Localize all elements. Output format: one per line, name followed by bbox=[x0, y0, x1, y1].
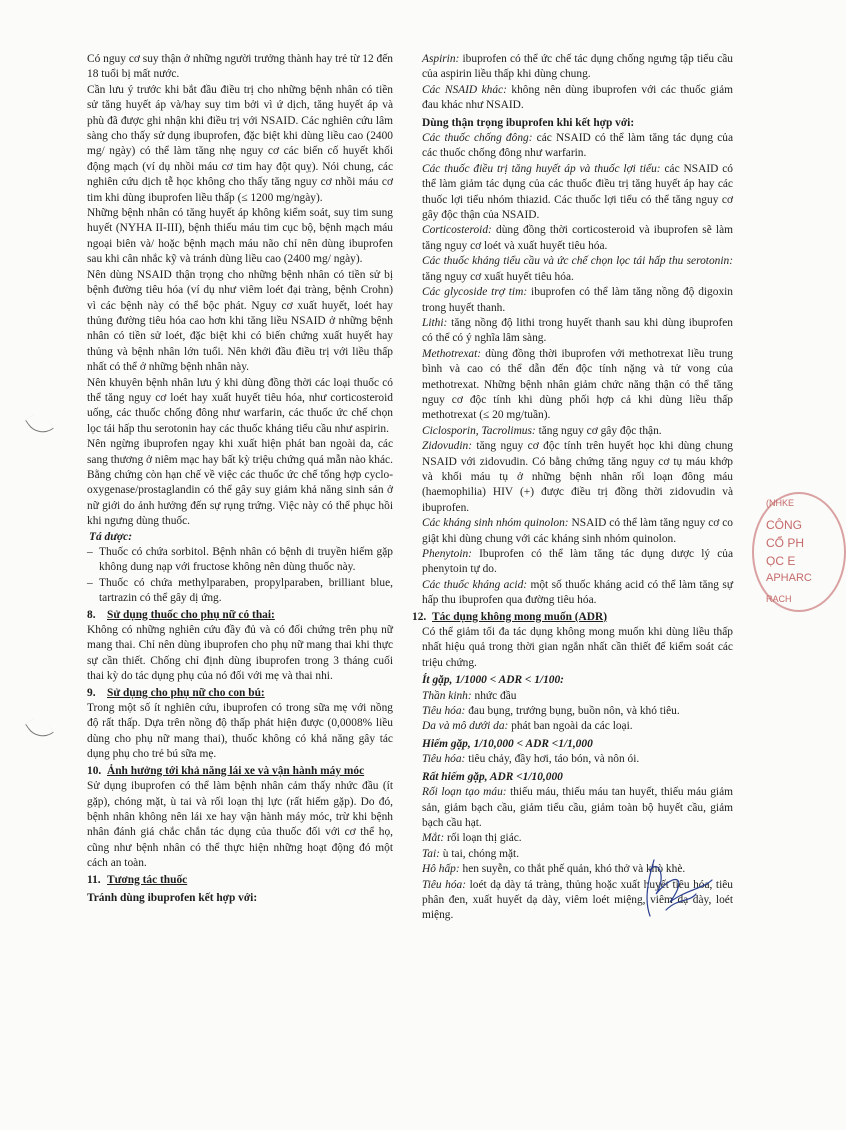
adr-rare-gi-text: tiêu chảy, đầy hơi, táo bón, và nôn ói. bbox=[465, 753, 640, 766]
interaction-quinolone bbox=[422, 516, 733, 547]
section-10-heading bbox=[87, 764, 393, 779]
interaction-anticoagulant bbox=[422, 131, 733, 162]
avoid-combination-heading: Tránh dùng ibuprofen kết hợp với: bbox=[87, 891, 258, 904]
signature bbox=[626, 850, 716, 920]
interaction-antacid-text: một số thuốc kháng acid có thể làm tăng sự hấp thu ibuprofen qua đường tiêu hóa. bbox=[422, 578, 733, 607]
interaction-phenytoin-label: Phenytoin: bbox=[422, 548, 472, 560]
adr-very-rare-ear-label: Tai: bbox=[422, 847, 440, 860]
interaction-glycoside-label: Các glycoside trợ tim: bbox=[422, 286, 528, 299]
section-11-number: 11. bbox=[87, 873, 101, 886]
stamp-line: CÔNG bbox=[766, 518, 802, 532]
interaction-anticoagulant-label: Các thuốc chống đông: bbox=[422, 132, 533, 145]
interaction-ssri-text: tăng nguy cơ xuất huyết tiêu hóa. bbox=[422, 270, 574, 283]
section-9-number: 9. bbox=[87, 686, 96, 699]
interaction-glycoside bbox=[422, 285, 733, 316]
section-8-text: Không có những nghiên cứu đầy đủ và có đối chứng trên phụ nữ mang thai. Chỉ nên dùng ibuprofen cho phụ nữ mang thai khi thực sự cần thiết. Chống chỉ định dùng ibuprofen trong 3 tháng cuối thai kỳ do tác dụng phụ của nó đối với mẹ và thai nhi. bbox=[87, 624, 393, 683]
adr-uncommon-neuro-label: Thần kinh: bbox=[422, 689, 472, 702]
rare-heading: Hiếm gặp, 1/10,000 < ADR <1/1,000 bbox=[422, 737, 593, 750]
interaction-ssri bbox=[422, 254, 733, 285]
adr-very-rare-eye-label: Mắt: bbox=[422, 832, 445, 845]
interaction-corticosteroid bbox=[422, 223, 733, 254]
adr-very-rare-blood-label: Rối loạn tạo máu: bbox=[422, 786, 507, 799]
excipient-sorbitol: – Thuốc có chứa sorbitol. Bệnh nhân có bệnh di truyền hiếm gặp không dung nạp với fructose không nên dùng thuốc này. bbox=[87, 545, 393, 576]
adr-very-rare-blood-text: thiếu máu, thiếu máu tan huyết, thiếu máu giảm sản, giảm bạch cầu, giảm tiểu cầu, giảm toàn bộ huyết cầu, giảm bạch cầu hạt. bbox=[422, 786, 733, 829]
interaction-aspirin-text: ibuprofen có thể ức chế tác dụng chống ngưng tập tiểu cầu của aspirin liều thấp khi dùng chung. bbox=[422, 53, 733, 81]
caution-combination-heading: Dùng thận trọng ibuprofen khi kết hợp với: bbox=[422, 116, 635, 129]
adr-uncommon-gi bbox=[422, 704, 733, 719]
interaction-lithium bbox=[422, 316, 733, 347]
interaction-antihypertensive-text: các NSAID có thể làm giảm tác dụng của các thuốc điều trị tăng huyết áp hay các thuốc lợi tiểu nhóm thiazid. Các thuốc lợi tiểu có thể tăng nguy cơ gây độc thận của NSAID. bbox=[422, 162, 733, 222]
interaction-aspirin-label: Aspirin: bbox=[422, 53, 460, 65]
interaction-antihypertensive bbox=[422, 162, 733, 224]
section-8-number: 8. bbox=[87, 608, 96, 621]
adr-uncommon-skin-text: phát ban ngoài da các loại. bbox=[508, 720, 633, 733]
section-9-heading bbox=[87, 686, 393, 701]
paragraph-caution-hypertension: Cần lưu ý trước khi bắt đầu điều trị cho những bệnh nhân có tiền sử tăng huyết áp và/hay suy tim bởi vì ứ dịch, tăng huyết áp và phù đã được ghi nhận khi điều trị với NSAID. Các nghiên cứu lâm sàng cho thấy sử dụng ibuprofen, đặc biệt khi dùng liều cao (2400 mg/ ngày) có thể làm tăng nhẹ nguy cơ các biến cố huyết khối động mạch (ví dụ nhồi máu cơ tim hay đột quỵ). Nói chung, các nghiên cứu dịch tễ học không cho thấy tăng nguy cơ nhồi máu cơ tim khi dùng ibuprofen liều thấp (≤ 1200 mg/ngày). bbox=[87, 83, 393, 204]
interaction-methotrexate-text: dùng đồng thời ibuprofen với methotrexat liều trung bình và cao có thể dẫn đến độc tính nặng và tử vong của methotrexat. Những bệnh nhân giảm chức năng thận có thể tăng nguy cơ độc tính khi dùng phối hợp cả khi dùng liều thấp methotrexat (≤ 20 mg/tuần). bbox=[422, 347, 733, 422]
company-stamp bbox=[752, 492, 846, 612]
paragraph-concomitant: Nên khuyên bệnh nhân lưu ý khi dùng đồng thời các loại thuốc có thể tăng nguy cơ loét hay xuất huyết tiêu hóa, như corticosteroid uống, các thuốc chống đông như warfarin, các thuốc ức chế chọn lọc tái hấp thu serotonin hay các thuốc kháng tiểu cầu như aspirin. bbox=[87, 376, 393, 435]
interaction-ssri-label: Các thuốc kháng tiểu cầu và ức chế chọn lọc tái hấp thu serotonin: bbox=[422, 255, 733, 268]
adr-uncommon-neuro bbox=[422, 689, 733, 704]
interaction-zidovudine-text: tăng nguy cơ độc tính trên huyết học khi dùng chung NSAID với zidovudin. Có bằng chứng tăng nguy cơ tụ máu khớp và khối máu tụ ở những bệnh nhân rối loạn đông máu (haemophilia) HIV (+) được điều trị đồng thời zidovudin và ibuprofen. bbox=[422, 440, 733, 514]
section-10-text: Sử dụng ibuprofen có thể làm bệnh nhân cảm thấy nhức đầu (ít gặp), chóng mặt, ù tai và rối loạn thị lực (rất hiếm gặp). Do đó, bệnh nhân không nên lái xe hay vận hành máy móc, trừ khi bệnh nhân đánh giá chắc chắn tác dụng của thuốc đối với cơ thể họ, cũng như bệnh nhân có thể thực hiện những hoạt động đó một cách an toàn. bbox=[87, 780, 393, 870]
adr-uncommon-neuro-text: nhức đầu bbox=[471, 689, 517, 702]
interaction-antihypertensive-label: Các thuốc điều trị tăng huyết áp và thuốc lợi tiểu: bbox=[422, 162, 661, 175]
stamp-line: APHARC bbox=[766, 572, 812, 584]
interaction-corticosteroid-text: dùng đồng thời corticosteroid và ibuprofen sẽ làm tăng nguy cơ loét và xuất huyết tiêu hóa. bbox=[422, 224, 733, 252]
adr-rare-gi-label: Tiêu hóa: bbox=[422, 753, 466, 766]
interaction-quinolone-label: Các kháng sinh nhóm quinolon: bbox=[422, 517, 569, 530]
interaction-methotrexate-label: Methotrexat: bbox=[422, 347, 482, 360]
section-11-title: Tương tác thuốc bbox=[107, 873, 188, 886]
section-8-heading bbox=[87, 608, 393, 623]
interaction-zidovudine bbox=[422, 439, 733, 516]
interaction-lithium-label: Lithi: bbox=[422, 316, 448, 329]
section-9-title: Sử dụng cho phụ nữ cho con bú: bbox=[107, 686, 265, 699]
interaction-methotrexate bbox=[422, 347, 733, 424]
interaction-nsaid-label: Các NSAID khác: bbox=[422, 83, 507, 96]
interaction-ciclosporin-label: Ciclosporin, Tacrolimus: bbox=[422, 424, 536, 437]
interaction-phenytoin-text: Ibuprofen có thể làm tăng tác dụng dược lý của phenytoin tự do. bbox=[422, 548, 733, 576]
interaction-ciclosporin-text: tăng nguy cơ gây độc thận. bbox=[535, 424, 662, 437]
section-9-text: Trong một số ít nghiên cứu, ibuprofen có trong sữa mẹ với nồng độ rất thấp. Dựa trên nồng độ thấp phát hiện được (0,0008% liều dùng cho phụ nữ mang thai), thuốc không có khả năng gây tác dụng phụ cho trẻ bú sữa mẹ. bbox=[87, 702, 393, 761]
adr-very-rare-resp-label: Hô hấp: bbox=[422, 863, 460, 876]
adr-very-rare-blood bbox=[422, 785, 733, 831]
binder-mark bbox=[25, 410, 54, 440]
section-8-title: Sử dụng thuốc cho phụ nữ có thai: bbox=[107, 608, 275, 621]
interaction-ciclosporin bbox=[422, 424, 733, 439]
interaction-antacid-label: Các thuốc kháng acid: bbox=[422, 578, 528, 591]
adr-very-rare-ear-text: ù tai, chóng mặt. bbox=[439, 847, 520, 860]
paragraph-uncontrolled-hypertension: Những bệnh nhân có tăng huyết áp không kiểm soát, suy tim sung huyết (NYHA II-III), bệnh thiếu máu tim cục bộ, bệnh mạch máu ngoại biên và/ hoặc bệnh mạch máu não chỉ nên dùng ibuprofen sau khi cân nhắc kỹ và tránh dùng liều cao (2400 mg/ ngày). bbox=[87, 207, 393, 266]
paragraph-gi-history: Nên dùng NSAID thận trọng cho những bệnh nhân có tiền sử bị bệnh đường tiêu hóa (ví dụ như viêm loét đại tràng, bệnh Crohn) vì các bệnh này có thể bộc phát. Nguy cơ xuất huyết, loét hay thủng đường tiêu hóa cao hơn khi tăng liều NSAID ở những bệnh nhân có tiền sử loét, đặc biệt khi có biến chứng xuất huyết hay thủng và bệnh nhân lớn tuổi. Nên khởi đầu điều trị với liều thấp nhất có thể ở những bệnh nhân này. bbox=[87, 268, 393, 374]
interaction-nsaid-text: không nên dùng ibuprofen với các thuốc giảm đau khác như NSAID. bbox=[422, 83, 733, 112]
section-10-number: 10. bbox=[87, 764, 102, 777]
excipient-parabens: – Thuốc có chứa methylparaben, propylparaben, brilliant blue, tartrazin có thể gây dị ứng. bbox=[87, 576, 393, 607]
section-11-heading bbox=[87, 873, 393, 888]
interaction-aspirin bbox=[422, 52, 733, 83]
interaction-antacid bbox=[422, 578, 733, 609]
uncommon-heading: Ít gặp, 1/1000 < ADR < 1/100: bbox=[422, 674, 564, 687]
binder-mark bbox=[25, 714, 54, 744]
interaction-corticosteroid-label: Corticosteroid: bbox=[422, 224, 492, 237]
interaction-phenytoin bbox=[422, 547, 733, 578]
section-12-heading bbox=[412, 610, 733, 625]
adr-uncommon-gi-text: đau bụng, trướng bụng, buồn nôn, và khó tiêu. bbox=[465, 705, 680, 718]
interaction-lithium-text: tăng nồng độ lithi trong huyết thanh sau khi dùng ibuprofen có thể có ý nghĩa lâm sàng. bbox=[422, 316, 733, 345]
section-10-title: Ảnh hưởng tới khả năng lái xe và vận hành máy móc bbox=[107, 764, 365, 777]
stamp-line: CỔ PH bbox=[766, 536, 805, 550]
section-12-title: Tác dụng không mong muốn (ADR) bbox=[432, 610, 608, 623]
adr-very-rare-eye-text: rối loạn thị giác. bbox=[444, 832, 522, 845]
left-column bbox=[87, 52, 393, 906]
adr-uncommon-gi-label: Tiêu hóa: bbox=[422, 705, 466, 718]
adr-very-rare-resp-text: hen suyễn, co thắt phế quản, khó thở và khò khè. bbox=[459, 863, 686, 876]
interaction-quinolone-text: NSAID có thể làm tăng nguy cơ co giật khi dùng chung với các kháng sinh nhóm quinolon. bbox=[422, 517, 733, 545]
adr-rare-gi bbox=[422, 752, 733, 767]
right-column bbox=[412, 52, 734, 924]
interaction-glycoside-text: ibuprofen có thể làm tăng nồng độ digoxin trong huyết thanh. bbox=[422, 286, 734, 314]
adr-uncommon-skin bbox=[422, 719, 733, 734]
interaction-anticoagulant-text: các NSAID có thể làm tăng tác dụng của các thuốc chống đông như warfarin. bbox=[422, 132, 733, 160]
stamp-line: RACH bbox=[766, 594, 792, 604]
section-12-number: 12. bbox=[412, 610, 427, 623]
stamp-line: (NHKE bbox=[766, 498, 795, 508]
section-12-text: Có thể giảm tối đa tác dụng không mong muốn khi dùng liều thấp nhất hiệu quả trong thời gian ngắn nhất cần thiết để kiểm soát các triệu chứng. bbox=[422, 626, 733, 669]
interaction-nsaid bbox=[422, 83, 733, 114]
paragraph-fertility: Bằng chứng còn hạn chế về việc các thuốc ức chế tổng hợp cyclo-oxygenase/prostaglandin có thể gây suy giảm khả năng sinh sản ở nữ giới do ảnh hưởng đến sự rụng trứng. Việc này có thể phục hồi khi ngưng dùng thuốc. bbox=[87, 468, 393, 528]
stamp-line: ỌC E bbox=[766, 554, 796, 568]
adr-very-rare-gi-label: Tiêu hóa: bbox=[422, 878, 467, 891]
adr-very-rare-eye bbox=[422, 831, 733, 846]
paragraph-stop-rash: Nên ngừng ibuprofen ngay khi xuất hiện phát ban ngoài da, các sang thương ở niêm mạc hay bất kỳ triệu chứng quá mẫn nào khác. bbox=[87, 438, 393, 466]
adr-uncommon-skin-label: Da và mô dưới da: bbox=[422, 720, 509, 733]
paragraph-kidney-youth: Có nguy cơ suy thận ở những người trưởng thành hay trẻ từ 12 đến 18 tuổi bị mất nước. bbox=[87, 53, 393, 81]
adr-very-rare-gi-text: loét dạ dày tá tràng, thủng hoặc xuất huyết tiêu hóa, tiêu phân đen, xuất huyết dạ dày, viêm loét miệng, viêm dạ dày, loét miệng. bbox=[422, 878, 733, 922]
interaction-zidovudine-label: Zidovudin: bbox=[422, 440, 472, 453]
very-rare-heading: Rất hiếm gặp, ADR <1/10,000 bbox=[422, 770, 563, 783]
excipients-heading: Tá dược: bbox=[89, 530, 132, 543]
